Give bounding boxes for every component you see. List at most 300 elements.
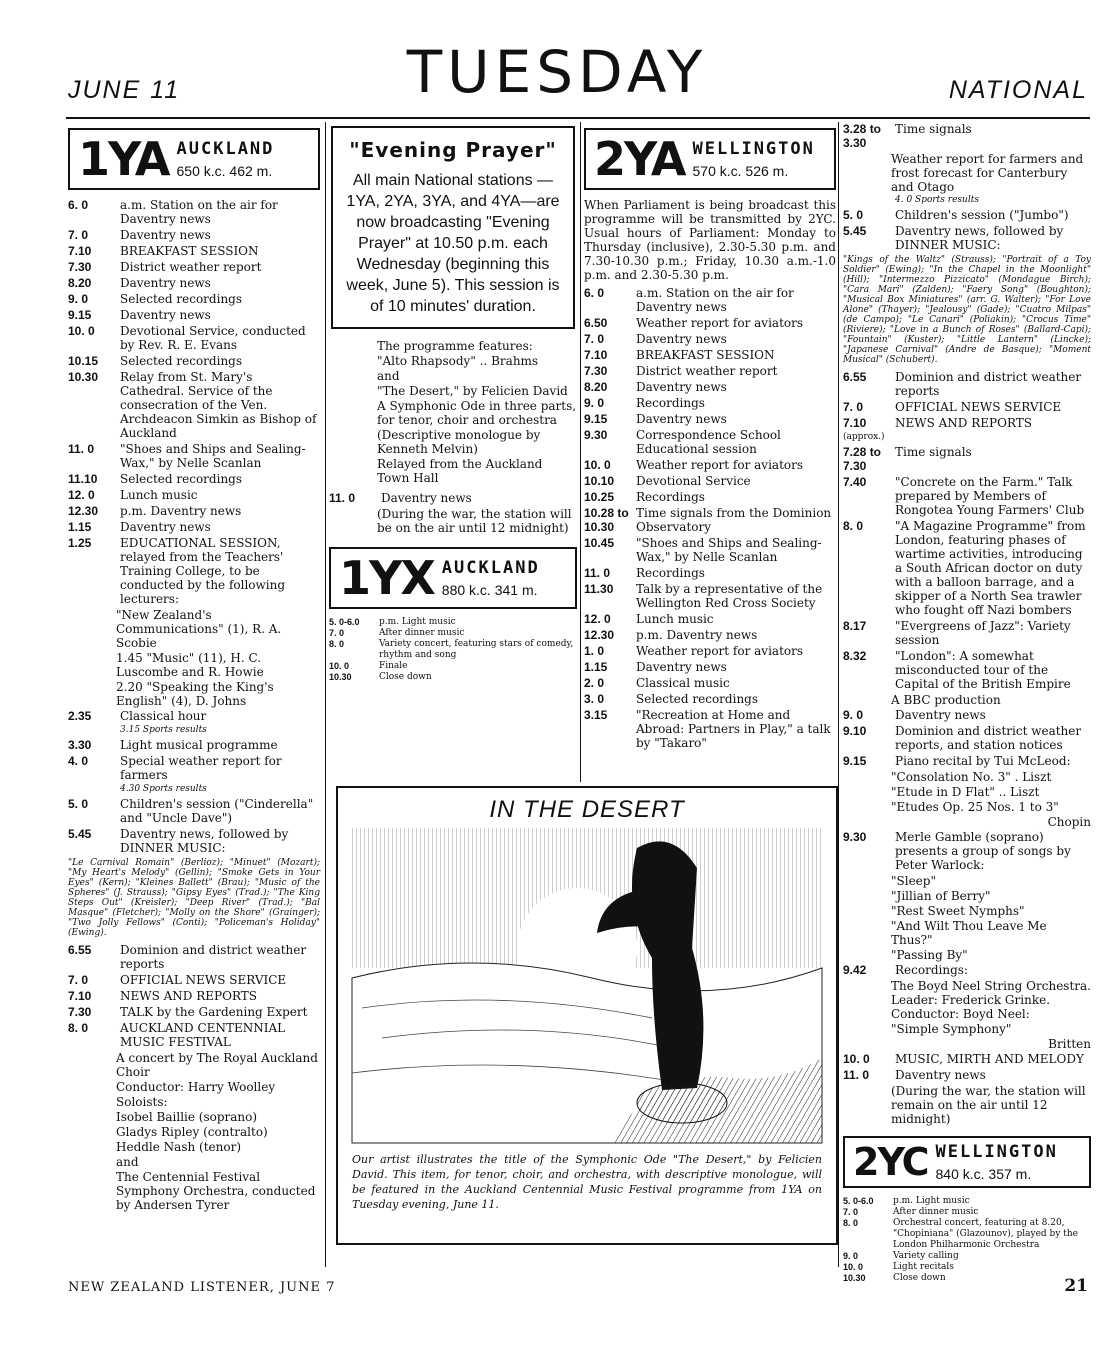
- bbc-production: A BBC production: [891, 693, 1001, 707]
- schedule-entry: [843, 445, 1091, 473]
- entry-time: 5.45: [68, 827, 92, 841]
- schedule-entry: [584, 348, 836, 362]
- schedule-entry: [68, 370, 320, 440]
- schedule-entry: [68, 1021, 320, 1049]
- schedule-entry: [68, 276, 320, 290]
- entry-time: 10.30: [843, 1273, 866, 1283]
- schedule-entry: [584, 676, 836, 690]
- schedule-entry: [68, 989, 320, 1003]
- entry-time: 11. 0: [843, 1068, 870, 1082]
- schedule-entry: [843, 224, 1091, 252]
- schedule-entry: [584, 566, 836, 580]
- entry-time: 4. 0: [68, 754, 89, 768]
- schedule-entry: [584, 582, 836, 610]
- entry-desc: Recordings: [636, 396, 705, 410]
- entry-desc: Daventry news: [636, 332, 727, 346]
- entry-time: 10.15: [68, 354, 99, 368]
- entry-desc: Dominion and district weather reports: [895, 370, 1082, 398]
- entry-desc: Relay from St. Mary's Cathedral. Service of the consecration of the Ven. Archdeacon Simkin as Bishop of Auckland: [120, 370, 317, 440]
- entry-desc: Classical music: [636, 676, 730, 690]
- entry-time: 3.30: [68, 738, 92, 752]
- entry-time: 6.55: [843, 370, 867, 384]
- text-line: "Passing By": [891, 948, 968, 962]
- text-line: Heddle Nash (tenor): [116, 1140, 242, 1154]
- schedule-entry: [68, 472, 320, 486]
- entry-desc: Daventry news: [636, 660, 727, 674]
- schedule-entry: [329, 491, 577, 505]
- entry-desc: Special weather report for farmers: [120, 754, 282, 782]
- entry-desc: Dominion and district weather reports: [120, 943, 307, 971]
- schedule-2ya: [584, 286, 836, 750]
- schedule-entry: [68, 260, 320, 274]
- entry-desc: Weather report for aviators: [636, 316, 804, 330]
- programme-features: [329, 354, 577, 485]
- entry-desc: Classical hour: [120, 709, 207, 723]
- boyd-neel-details: The Boyd Neel String Orchestra. Leader: Frederick Grinke. Conductor: Boyd Neel:: [891, 979, 1091, 1021]
- schedule-entry: [584, 474, 836, 488]
- schedule-entry: [584, 660, 836, 674]
- entry-desc: Selected recordings: [120, 354, 243, 368]
- schedule-entry: [843, 1207, 1091, 1218]
- text-line: "Rest Sweet Nymphs": [891, 904, 1025, 918]
- schedule-entry: [584, 644, 836, 658]
- entry-desc: Time signals: [895, 122, 972, 136]
- entry-time: 10.28 to 10.30: [584, 506, 629, 534]
- entry-time: 9.15: [68, 308, 92, 322]
- schedule-entry: [329, 661, 577, 672]
- schedule-entry: [843, 754, 1091, 768]
- entry-time: 9.10: [843, 724, 867, 738]
- entry-desc: Talk by a representative of the Wellington Red Cross Society: [636, 582, 823, 610]
- schedule-2ya-evening: [843, 370, 1091, 430]
- schedule-2ya-cont: [843, 122, 1091, 150]
- schedule-2yc: [843, 1196, 1091, 1284]
- station-header-1yx: [329, 547, 577, 609]
- entry-desc: After dinner music: [893, 1207, 979, 1217]
- entry-desc: Close down: [893, 1273, 946, 1283]
- schedule-entry: [68, 520, 320, 534]
- boyd-neel-composer: Britten: [1048, 1037, 1091, 1051]
- educational-lectures: [68, 608, 320, 708]
- entry-desc: Daventry news: [381, 491, 472, 505]
- entry-time: 7.10: [843, 416, 867, 430]
- schedule-entry: [584, 458, 836, 472]
- entry-time: 12.30: [584, 628, 615, 642]
- station-name: AUCKLAND: [441, 558, 540, 578]
- column-divider: [580, 122, 581, 782]
- entry-time: 6. 0: [584, 286, 605, 300]
- entry-desc: OFFICIAL NEWS SERVICE: [895, 400, 1062, 414]
- schedule-1ya: [68, 198, 320, 606]
- entry-subnote: 4.30 Sports results: [120, 784, 207, 794]
- schedule-entry: [843, 1273, 1091, 1284]
- schedule-entry: [584, 692, 836, 706]
- entry-time: 8. 0: [329, 639, 345, 649]
- sports-results-note: 4. 0 Sports results: [895, 195, 979, 205]
- entry-desc: Devotional Service, conducted by Rev. R. E. Evans: [120, 324, 306, 352]
- schedule-entry: [584, 536, 836, 564]
- entry-time: 7. 0: [68, 973, 89, 987]
- schedule-entry: [68, 536, 320, 606]
- entry-desc: After dinner music: [379, 628, 465, 638]
- entry-time: 11.10: [68, 472, 98, 486]
- entry-time: 7.28 to 7.30: [843, 445, 882, 473]
- schedule-entry: [68, 292, 320, 306]
- entry-desc: Variety calling: [893, 1251, 959, 1261]
- entry-desc: "A Magazine Programme" from London, featuring phases of wartime activities, introducing a South African doctor on duty with a balloon barrage, and a skipper of a North Sea trawler who fought off Nazi bombers: [895, 519, 1086, 617]
- station-logo: 2YC: [853, 1140, 928, 1184]
- schedule-entry: [584, 428, 836, 456]
- entry-desc: "Shoes and Ships and Sealing-Wax," by Nelle Scanlan: [636, 536, 822, 564]
- schedule-entry: [843, 475, 1091, 517]
- entry-time: 1. 0: [584, 644, 605, 658]
- entry-desc: AUCKLAND CENTENNIAL MUSIC FESTIVAL: [120, 1021, 286, 1049]
- entry-desc: Orchestral concert, featuring at 8.20, "Chopiniana" (Glazounov), played by the London Philharmonic Orchestra: [893, 1218, 1079, 1250]
- entry-time: 8.17: [843, 619, 867, 633]
- schedule-entry: [843, 416, 1091, 430]
- schedule-1ya-evening: [68, 943, 320, 1049]
- schedule-entry: [68, 754, 320, 782]
- entry-time: 9. 0: [584, 396, 605, 410]
- entry-time: 10. 0: [843, 1052, 870, 1066]
- entry-time: 7.10: [68, 244, 92, 258]
- schedule-entry: [68, 324, 320, 352]
- entry-time: 9. 0: [68, 292, 89, 306]
- schedule-entry: [843, 1052, 1091, 1066]
- evening-prayer-body: All main National stations — 1YA, 2YA, 3YA, and 4YA—are now broadcasting "Evening Prayer" at 10.50 p.m. each Wednesday (beginning this week, June 5). This session is of 10 minutes' duration.: [346, 172, 560, 315]
- text-line: "Alto Rhapsody" .. Brahms: [377, 354, 539, 368]
- entry-time: 10. 0: [843, 1262, 864, 1272]
- entry-desc: Devotional Service: [636, 474, 751, 488]
- entry-desc: Time signals: [895, 445, 972, 459]
- farmers-weather-note: Weather report for farmers and frost forecast for Canterbury and Otago: [891, 152, 1084, 194]
- entry-time: 10.25: [584, 490, 615, 504]
- text-line: A Symphonic Ode in three parts, for tenor, choir and orchestra: [377, 399, 577, 427]
- schedule-entry: [843, 1068, 1091, 1082]
- schedule-1yx: [329, 617, 577, 683]
- schedule-entry: [68, 943, 320, 971]
- evening-prayer-box: [331, 126, 575, 329]
- entry-time: 10.30: [329, 672, 352, 682]
- station-frequency: 650 k.c. 462 m.: [176, 163, 273, 179]
- entry-desc: a.m. Station on the air for Daventry news: [120, 198, 278, 226]
- desert-illustration: [352, 828, 822, 1143]
- entry-desc: "London": A somewhat misconducted tour of the Capital of the British Empire: [895, 649, 1071, 691]
- approx-note: (approx.): [843, 432, 885, 442]
- illustration-caption: Our artist illustrates the title of the Symphonic Ode "The Desert," by Felicien David. This item, for tenor, choir, and orchestra, with descriptive monologue, will be featured in the Auckland Centennial Music Festival programme from 1YA on Tuesday evening, June 11.: [352, 1153, 822, 1211]
- schedule-entry: [68, 1005, 320, 1019]
- entry-desc: Selected recordings: [120, 292, 243, 306]
- header-day: TUESDAY: [406, 38, 708, 106]
- programme-intro: The programme features:: [377, 339, 533, 353]
- entry-time: 9.15: [843, 754, 867, 768]
- schedule-entry: [843, 619, 1091, 647]
- entry-desc: Children's session ("Cinderella" and "Uncle Dave"): [120, 797, 314, 825]
- close-note: (During the war, the station will remain on the air until 12 midnight): [891, 1084, 1086, 1126]
- station-frequency: 570 k.c. 526 m.: [692, 163, 789, 179]
- schedule-entry: [843, 830, 1091, 872]
- schedule-entry: [843, 708, 1091, 722]
- entry-desc: p.m. Light music: [893, 1196, 970, 1206]
- text-line: 1.45 "Music" (11), H. C. Luscombe and R. Howie: [116, 651, 264, 679]
- text-line: "Consolation No. 3" . Liszt: [891, 770, 1052, 784]
- entry-desc: NEWS AND REPORTS: [120, 989, 257, 1003]
- text-line: The Centennial Festival Symphony Orchestra, conducted by Andersen Tyrer: [116, 1170, 316, 1212]
- footer-publication: NEW ZEALAND LISTENER, JUNE 7: [68, 1280, 336, 1295]
- entry-desc: Daventry news: [895, 1068, 986, 1082]
- entry-time: 7. 0: [843, 400, 864, 414]
- schedule-entry: [843, 963, 1091, 977]
- station-name: WELLINGTON: [692, 139, 815, 159]
- column-divider: [325, 122, 326, 1267]
- station-header-1ya: [68, 128, 320, 190]
- entry-desc: Time signals from the Dominion Observatory: [636, 506, 832, 534]
- text-line: "Sleep": [891, 874, 936, 888]
- schedule-2ya-night: [843, 445, 1091, 691]
- entry-time: 9. 0: [843, 1251, 859, 1261]
- entry-time: 1.15: [68, 520, 92, 534]
- schedule-entry: [584, 708, 836, 750]
- text-line: 2.20 "Speaking the King's English" (4), D. Johns: [116, 680, 274, 708]
- entry-time: 8. 0: [843, 519, 864, 533]
- entry-desc: p.m. Daventry news: [120, 504, 242, 518]
- entry-desc: Daventry news, followed by DINNER MUSIC:: [120, 827, 289, 855]
- entry-time: 11. 0: [68, 442, 95, 456]
- entry-time: 11. 0: [329, 491, 356, 505]
- entry-time: 12. 0: [584, 612, 611, 626]
- text-line: and: [116, 1155, 139, 1169]
- entry-desc: District weather report: [120, 260, 262, 274]
- entry-time: 9.30: [843, 830, 867, 844]
- schedule-entry: [584, 612, 836, 626]
- entry-desc: Daventry news, followed by DINNER MUSIC:: [895, 224, 1064, 252]
- column-middle: [329, 122, 577, 782]
- entry-desc: Daventry news: [895, 708, 986, 722]
- text-line: Soloists:: [116, 1095, 168, 1109]
- entry-desc: Selected recordings: [636, 692, 759, 706]
- entry-desc: BREAKFAST SESSION: [120, 244, 259, 258]
- evening-prayer-title: "Evening Prayer": [349, 138, 557, 162]
- boyd-neel-item: "Simple Symphony": [891, 1022, 1012, 1036]
- entry-desc: Daventry news: [120, 228, 211, 242]
- schedule-entry: [584, 396, 836, 410]
- schedule-2ya-afternoon: [843, 208, 1091, 252]
- dinner-music-list: "Kings of the Waltz" (Strauss); "Portrait of a Toy Soldier" (Ewing); "In the Chapel in the Moonlight" (Hill); "Intermezzo Pizzicato" (Mondague Birch); "Cara Mari" (Zalden); "Faery Song" (Boughton); "Musical Box Miniatures" (arr. G. Walter); "For Love Alone" (Thayer); "Jealousy" (Gade); "Cuatro Milpas" (de Campo); "Le Canari" (Poliakin); "Crocus Time" (Riviere); "Love in a Bunch of Roses" (Ballard-Capi); "Fountain" (Kuster); "Little Lantern" (Lincke); "Japanese Carnival" (Andre de Basque); "Moment Musical" (Schubert).: [843, 255, 1091, 365]
- schedule-entry: [68, 308, 320, 322]
- entry-desc: Dominion and district weather reports, and station notices: [895, 724, 1082, 752]
- entry-desc: Daventry news: [636, 412, 727, 426]
- schedule-entry: [584, 490, 836, 504]
- text-line: Gladys Ripley (contralto): [116, 1125, 268, 1139]
- entry-desc: p.m. Light music: [379, 617, 456, 627]
- schedule-entry: [329, 639, 577, 661]
- entry-desc: Children's session ("Jumbo"): [895, 208, 1069, 222]
- schedule-entry: [843, 400, 1091, 414]
- entry-time: 8.20: [68, 276, 92, 290]
- entry-desc: Lunch music: [120, 488, 198, 502]
- station-frequency: 880 k.c. 341 m.: [441, 582, 538, 598]
- entry-time: 8.20: [584, 380, 608, 394]
- entry-time: 10.30: [68, 370, 99, 384]
- schedule-entry: [584, 286, 836, 314]
- entry-time: 7.40: [843, 475, 867, 489]
- in-the-desert-box: [336, 786, 838, 1245]
- entry-time: 9.15: [584, 412, 608, 426]
- station-header-2ya: [584, 128, 836, 190]
- entry-time: 12. 0: [68, 488, 95, 502]
- entry-time: 7.10: [68, 989, 92, 1003]
- schedule-entry: [68, 244, 320, 258]
- entry-desc: Weather report for aviators: [636, 644, 804, 658]
- entry-desc: "Shoes and Ships and Sealing-Wax," by Nelle Scanlan: [120, 442, 306, 470]
- entry-time: 10.10: [584, 474, 615, 488]
- entry-time: 1.25: [68, 536, 92, 550]
- schedule-entry: [68, 827, 320, 855]
- column-1ya: [68, 122, 320, 1267]
- header-network: NATIONAL: [948, 76, 1088, 104]
- entry-time: 9.42: [843, 963, 867, 977]
- text-line: "New Zealand's Communications" (1), R. A. Scobie: [116, 608, 282, 650]
- schedule-entry: [584, 316, 836, 330]
- entry-desc: Light musical programme: [120, 738, 278, 752]
- schedule-entry: [329, 617, 577, 628]
- entry-subnote: 3.15 Sports results: [120, 725, 207, 735]
- entry-time: 12.30: [68, 504, 99, 518]
- schedule-entry: [843, 208, 1091, 222]
- entry-time: 5. 0-6.0: [329, 617, 360, 627]
- schedule-entry: [329, 672, 577, 683]
- entry-time: 5. 0-6.0: [843, 1196, 874, 1206]
- piano-recital-items: [843, 770, 1091, 814]
- entry-desc: EDUCATIONAL SESSION, relayed from the Teachers' Training College, to be conducted by the following lecturers:: [120, 536, 286, 606]
- schedule-entry: [843, 1218, 1091, 1251]
- entry-desc: "Concrete on the Farm." Talk prepared by Members of Rongotea Young Farmers' Club: [895, 475, 1085, 517]
- schedule-entry: [584, 364, 836, 378]
- entry-time: 11. 0: [584, 566, 611, 580]
- schedule-entry: [68, 442, 320, 470]
- entry-desc: Piano recital by Tui McLeod:: [895, 754, 1071, 768]
- station-logo: 2YA: [594, 132, 685, 186]
- schedule-entry: [584, 628, 836, 642]
- entry-desc: a.m. Station on the air for Daventry news: [636, 286, 794, 314]
- entry-time: 7. 0: [329, 628, 345, 638]
- station-frequency: 840 k.c. 357 m.: [935, 1166, 1032, 1182]
- entry-desc: TALK by the Gardening Expert: [120, 1005, 308, 1019]
- entry-desc: MUSIC, MIRTH AND MELODY: [895, 1052, 1084, 1066]
- schedule-entry: [584, 412, 836, 426]
- entry-desc: Finale: [379, 661, 408, 671]
- entry-desc: Daventry news: [120, 520, 211, 534]
- piano-composer: Chopin: [1047, 815, 1091, 829]
- schedule-2ya-songs: [843, 830, 1091, 872]
- text-line: Relayed from the Auckland Town Hall: [377, 457, 543, 485]
- schedule-entry: [68, 709, 320, 723]
- entry-time: 8.32: [843, 649, 867, 663]
- entry-desc: Variety concert, featuring stars of comedy, rhythm and song: [379, 639, 574, 660]
- entry-time: 5. 0: [843, 208, 864, 222]
- schedule-entry: [68, 738, 320, 752]
- entry-time: 7.10: [584, 348, 608, 362]
- entry-time: 8. 0: [68, 1021, 89, 1035]
- entry-desc: "Evergreens of Jazz": Variety session: [895, 619, 1071, 647]
- entry-desc: Correspondence School Educational session: [636, 428, 781, 456]
- entry-time: 10. 0: [329, 661, 350, 671]
- entry-time: 11.30: [584, 582, 614, 596]
- entry-desc: Lunch music: [636, 612, 714, 626]
- entry-time: 10.45: [584, 536, 615, 550]
- schedule-entry: [843, 122, 1091, 150]
- schedule-entry: [843, 370, 1091, 398]
- schedule-entry: [68, 228, 320, 242]
- station-logo: 1YA: [78, 132, 169, 186]
- text-line: and: [377, 369, 400, 383]
- entry-desc: Daventry news: [636, 380, 727, 394]
- station-name: AUCKLAND: [176, 139, 275, 159]
- text-line: Conductor: Harry Woolley: [116, 1080, 276, 1094]
- schedule-entry: [843, 649, 1091, 691]
- schedule-2ya-recordings: [843, 963, 1091, 977]
- entry-desc: Recordings: [636, 566, 705, 580]
- parliament-notice: When Parliament is being broadcast this programme will be transmitted by 2YC. Usual hours of Parliament: Monday to Thursday (inclusive), 2.30-5.30 p.m. and 7.30-10.30 p.m.; Friday, 10.30 a.m.-1.0 p.m. and 2.30-5.30 p.m.: [584, 198, 836, 282]
- text-line: "The Desert," by Felicien David: [377, 384, 568, 398]
- dinner-music-list: "Le Carnival Romain" (Berlioz); "Minuet" (Mozart); "My Heart's Melody" (Gellin); "Smoke Gets in Your Eyes" (Kern); "Kleines Ballett" (Brau); "Music of the Spheres" (J. Strauss); "Gipsy Eyes" (Trad.); "The King Steps Out" (Kreisler); "Deep River" (Trad.); "Bal Masque" (Fletcher); "Molly on the Shore" (Grainger); "Two Jolly Fellows" (Conti); "Policeman's Holiday" (Ewing).: [68, 858, 320, 938]
- column-2ya: [584, 122, 836, 782]
- schedule-entry: [584, 380, 836, 394]
- schedule-entry: [843, 724, 1091, 752]
- station-header-2yc: [843, 1136, 1091, 1188]
- entry-time: 6.50: [584, 316, 608, 330]
- entry-time: 10. 0: [68, 324, 95, 338]
- schedule-2ya-late: [843, 708, 1091, 768]
- station-logo: 1YX: [339, 551, 434, 605]
- entry-time: 9. 0: [843, 708, 864, 722]
- schedule-entry: [843, 519, 1091, 617]
- schedule-entry: [68, 504, 320, 518]
- schedule-1ya-afternoon: [68, 709, 320, 855]
- entry-desc: Daventry news: [120, 308, 211, 322]
- entry-desc: Weather report for aviators: [636, 458, 804, 472]
- entry-desc: Recordings: [636, 490, 705, 504]
- entry-desc: Selected recordings: [120, 472, 243, 486]
- entry-time: 3.15: [584, 708, 608, 722]
- schedule-entry: [843, 1262, 1091, 1273]
- entry-time: 2. 0: [584, 676, 605, 690]
- text-line: "Etudes Op. 25 Nos. 1 to 3": [891, 800, 1059, 814]
- schedule-entry: [584, 332, 836, 346]
- text-line: A concert by The Royal Auckland Choir: [116, 1051, 318, 1079]
- entry-desc: Recordings:: [895, 963, 968, 977]
- entry-time: 6.55: [68, 943, 92, 957]
- entry-time: 7. 0: [68, 228, 89, 242]
- entry-time: 8. 0: [843, 1218, 859, 1228]
- column-2ya-cont: [843, 122, 1091, 1283]
- entry-time: 6. 0: [68, 198, 89, 212]
- entry-time: 7. 0: [843, 1207, 859, 1217]
- entry-time: 7.30: [68, 260, 92, 274]
- entry-desc: District weather report: [636, 364, 778, 378]
- entry-desc: Merle Gamble (soprano) presents a group of songs by Peter Warlock:: [895, 830, 1071, 872]
- entry-desc: Close down: [379, 672, 432, 682]
- illustration-title: IN THE DESERT: [489, 796, 685, 823]
- header-date: JUNE 11: [68, 76, 181, 104]
- text-line: "Jillian of Berry": [891, 889, 991, 903]
- song-list: [843, 874, 1091, 962]
- entry-time: 7.30: [584, 364, 608, 378]
- entry-time: 5. 0: [68, 797, 89, 811]
- text-line: "Etude in D Flat" .. Liszt: [891, 785, 1040, 799]
- schedule-entry: [329, 628, 577, 639]
- entry-desc: OFFICIAL NEWS SERVICE: [120, 973, 287, 987]
